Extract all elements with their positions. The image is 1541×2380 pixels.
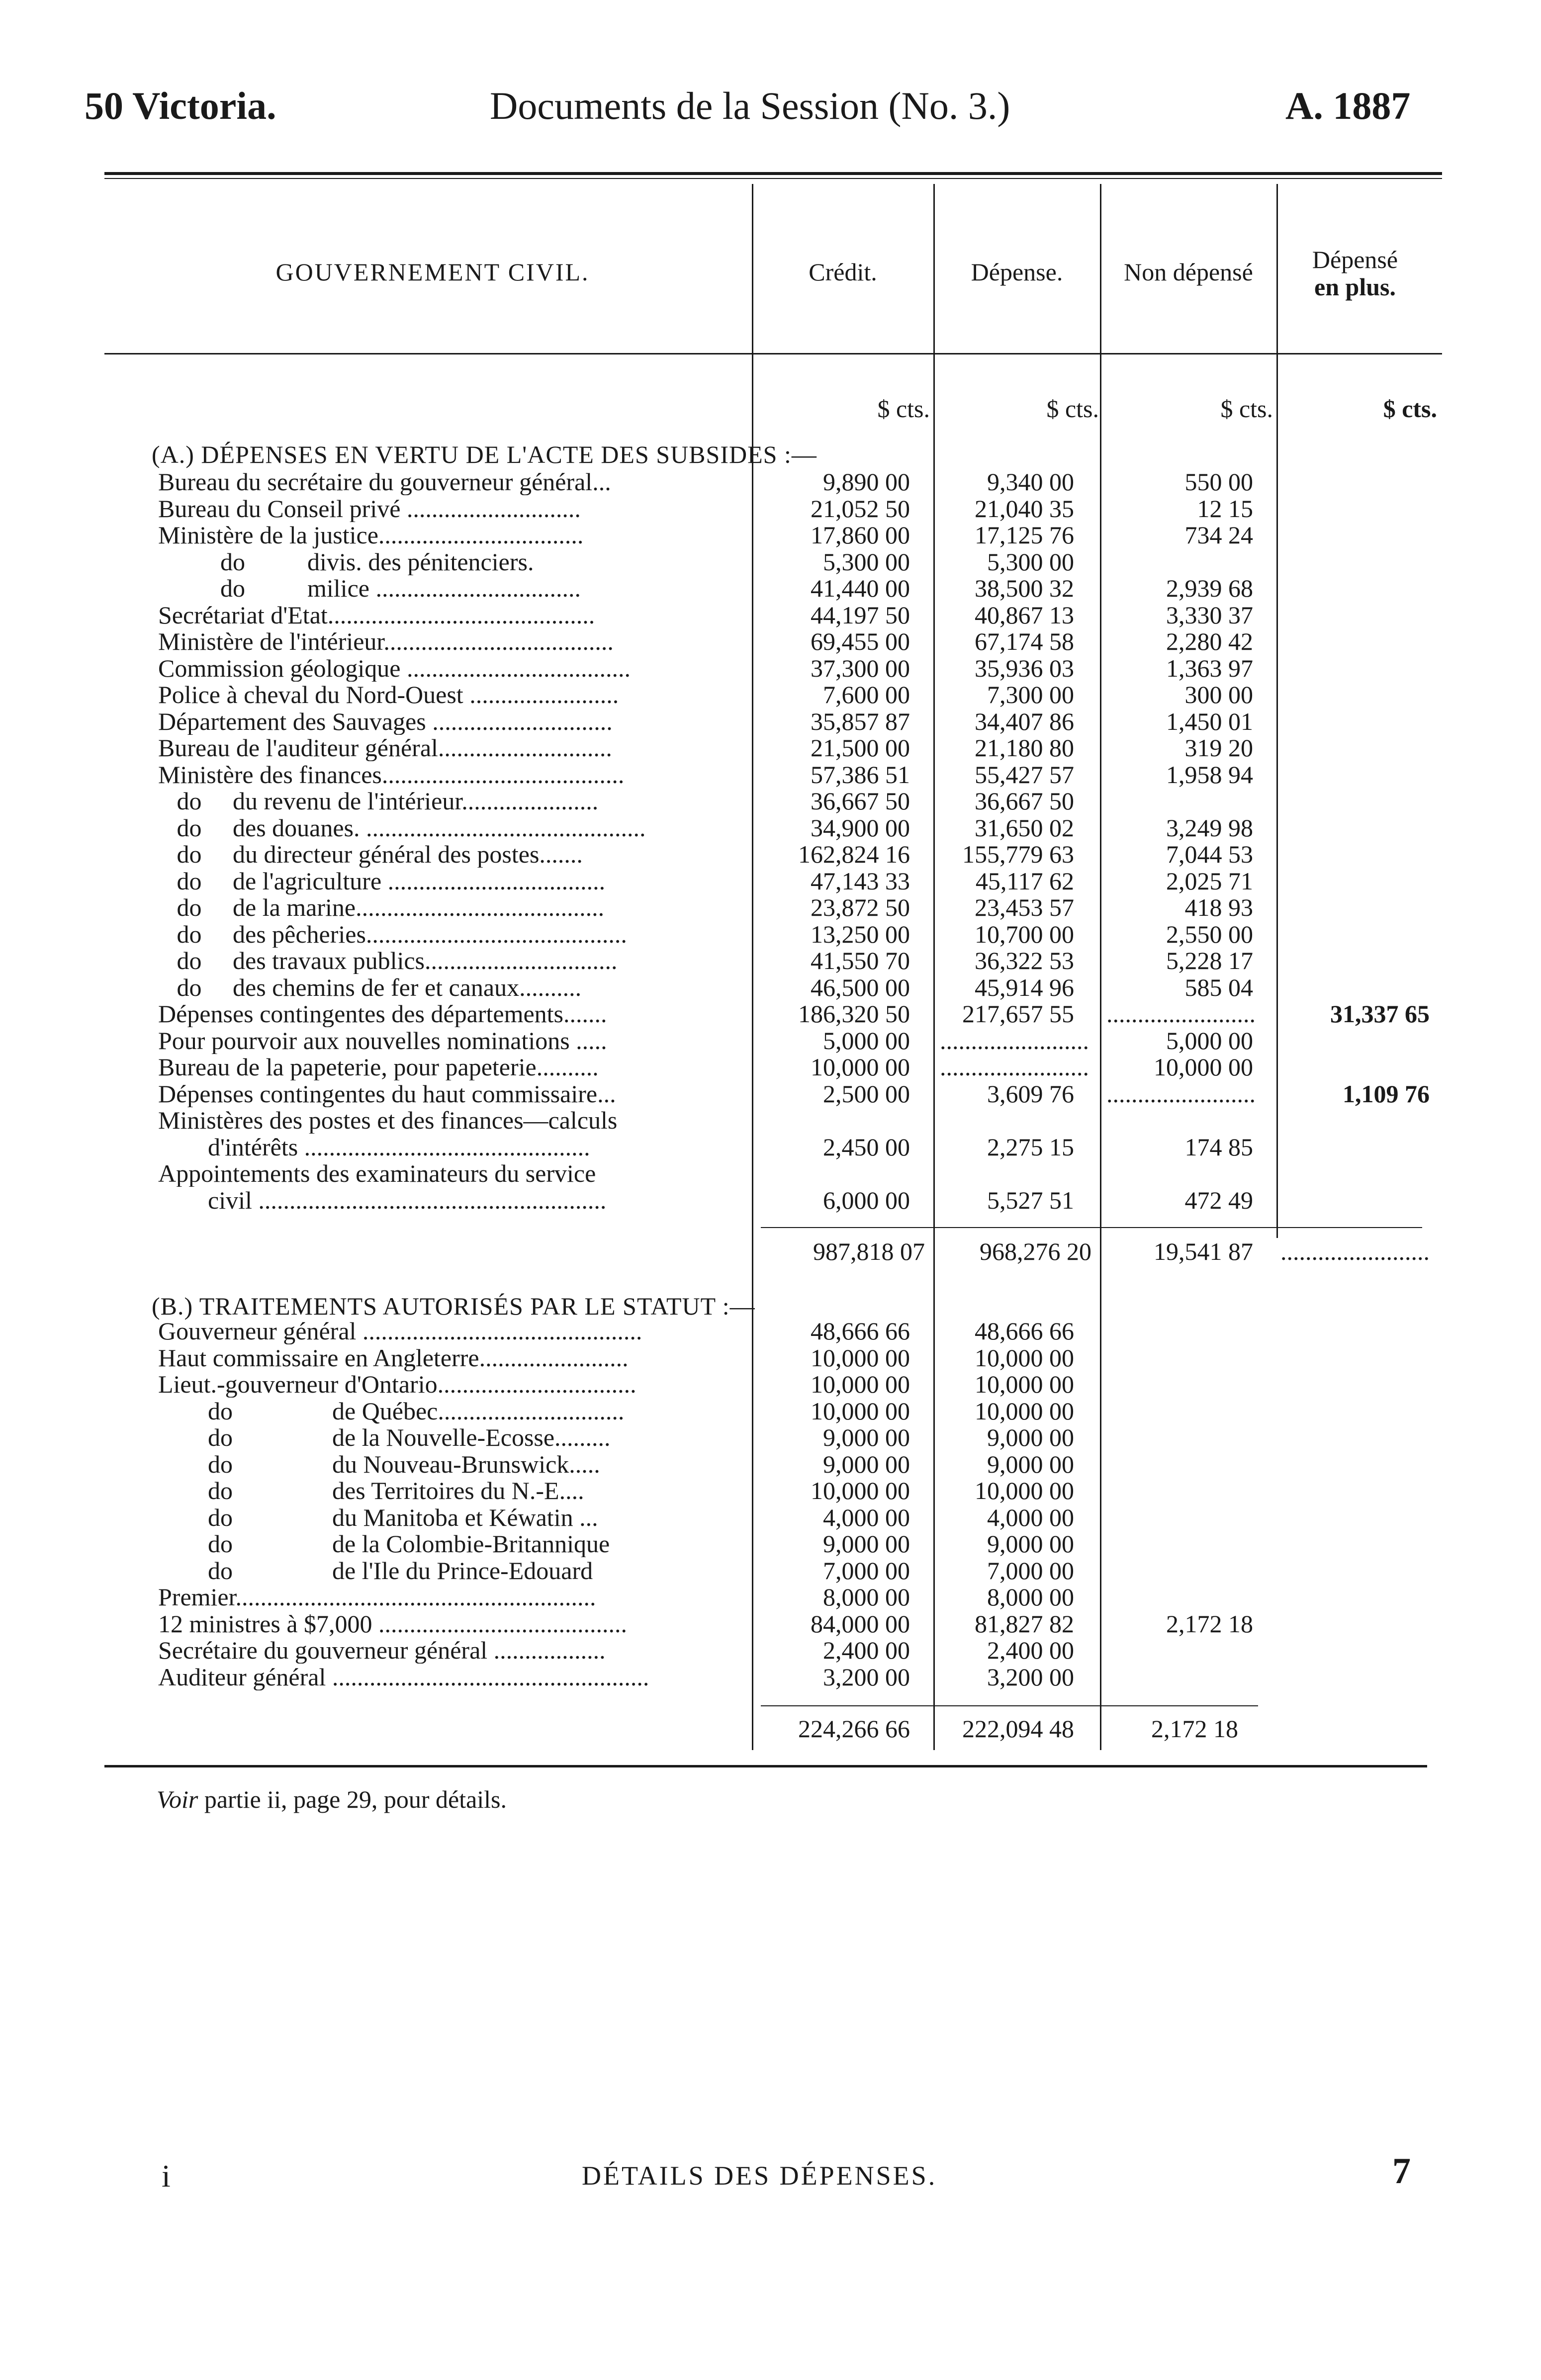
section-a-depense: 2,275 15 [987, 1133, 1074, 1161]
section-a-non-depense: 319 20 [1184, 734, 1253, 762]
section-a-desc: do des chemins de fer et canaux.......... [158, 973, 582, 1001]
section-a-desc: civil ........................................................ [158, 1186, 607, 1214]
section-a-depense: 155,779 63 [962, 840, 1074, 868]
section-a-depense: 31,650 02 [975, 813, 1074, 842]
section-b-row [0, 1371, 1541, 1398]
total-b-non-depense: 2,172 18 [1151, 1715, 1238, 1743]
section-b-depense: 7,000 00 [987, 1556, 1074, 1585]
section-b-credit: 8,000 00 [823, 1583, 910, 1611]
section-a-non-depense: ........................ [1106, 1000, 1256, 1028]
col-non-depense: Non dépensé [1124, 258, 1253, 286]
section-a-depense: 217,657 55 [962, 1000, 1074, 1028]
section-b-row [0, 1344, 1541, 1371]
section-a-depense: 5,527 51 [987, 1186, 1074, 1214]
section-a-non-depense: 300 00 [1184, 681, 1253, 708]
section-a-row [0, 921, 1541, 948]
section-a-row [0, 947, 1541, 974]
header-right: A. 1887 [1285, 84, 1411, 127]
total-a-plus: ........................ [1280, 1237, 1430, 1265]
section-b-depense: 9,000 00 [987, 1530, 1074, 1558]
section-a-row [0, 1160, 1541, 1187]
section-a-credit: 46,500 00 [811, 973, 910, 1001]
section-b-desc: do de l'Ile du Prince-Edouard [158, 1557, 593, 1584]
section-a-desc: Secrétariat d'Etat........................................... [158, 601, 595, 628]
section-a-desc: do du directeur général des postes....... [158, 841, 583, 868]
section-a-desc: do de l'agriculture ................................... [158, 867, 606, 894]
total-b-depense: 222,094 48 [962, 1715, 1074, 1743]
section-a-depense: 9,340 00 [987, 468, 1074, 496]
section-b-credit: 3,200 00 [823, 1663, 910, 1691]
section-a-credit: 2,500 00 [823, 1079, 910, 1108]
section-b-row [0, 1637, 1541, 1664]
section-b-desc: Gouverneur général ............................................. [158, 1318, 642, 1344]
section-a-row [0, 681, 1541, 708]
section-a-non-depense: 2,550 00 [1166, 920, 1253, 948]
section-a-row [0, 841, 1541, 868]
col-credit: Crédit. [809, 258, 877, 286]
section-a-desc: Ministère de la justice................................. [158, 522, 584, 548]
section-a-non-depense: 585 04 [1184, 973, 1253, 1001]
section-a-row [0, 894, 1541, 921]
section-a-credit: 69,455 00 [811, 627, 910, 655]
section-a-desc: Appointements des examinateurs du service [158, 1160, 596, 1187]
section-b-credit: 10,000 00 [811, 1477, 910, 1504]
section-a-desc: do divis. des pénitenciers. [158, 548, 534, 575]
total-a-credit: 987,818 07 [813, 1237, 925, 1265]
section-a-row [0, 575, 1541, 602]
units-credit: $ cts. [877, 395, 930, 423]
section-a-credit: 34,900 00 [811, 813, 910, 842]
section-a-depense: 5,300 00 [987, 547, 1074, 576]
section-a-non-depense: 472 49 [1184, 1186, 1253, 1214]
section-a-plus: 1,109 76 [1343, 1079, 1430, 1108]
section-a-desc: Département des Sauvages ............................. [158, 707, 613, 735]
section-b-depense: 3,200 00 [987, 1663, 1074, 1691]
section-a-desc: Dépenses contingentes des départements....... [158, 1000, 607, 1027]
section-a-non-depense: 2,025 71 [1166, 867, 1253, 895]
section-a-credit: 36,667 50 [811, 787, 910, 815]
section-a-desc: Ministère de l'intérieur..................................... [158, 628, 614, 655]
section-a-depense: 35,936 03 [975, 654, 1074, 682]
section-b-depense: 9,000 00 [987, 1450, 1074, 1478]
section-a-non-depense: ........................ [1106, 1079, 1256, 1108]
section-b-credit: 10,000 00 [811, 1370, 910, 1398]
section-a-non-depense: 3,330 37 [1166, 601, 1253, 629]
section-a-row [0, 974, 1541, 1001]
total-b-row [0, 1715, 1541, 1742]
section-a-depense: 38,500 32 [975, 574, 1074, 602]
footer-left: i [162, 2158, 171, 2194]
section-a-credit: 41,440 00 [811, 574, 910, 602]
section-b-depense: 10,000 00 [975, 1397, 1074, 1425]
section-a-non-depense: 2,280 42 [1166, 627, 1253, 655]
section-b-desc: do des Territoires du N.-E.... [158, 1477, 584, 1504]
section-b-depense: 2,400 00 [987, 1636, 1074, 1664]
section-b-non-depense: 2,172 18 [1166, 1609, 1253, 1638]
section-a-credit: 9,890 00 [823, 468, 910, 496]
section-a-credit: 6,000 00 [823, 1186, 910, 1214]
section-a-credit: 41,550 70 [811, 947, 910, 974]
section-a-non-depense: 10,000 00 [1154, 1053, 1253, 1081]
section-a-row [0, 734, 1541, 761]
section-a-non-depense: 418 93 [1184, 893, 1253, 921]
section-a-row [0, 708, 1541, 735]
section-a-credit: 21,052 50 [811, 494, 910, 523]
footer-right: 7 [1392, 2151, 1411, 2192]
section-a-desc: do des travaux publics............................... [158, 947, 618, 974]
section-b-credit: 7,000 00 [823, 1556, 910, 1585]
section-b-row [0, 1424, 1541, 1451]
section-b-credit: 9,000 00 [823, 1530, 910, 1558]
total-b-credit: 224,266 66 [798, 1715, 910, 1743]
header-rule [104, 353, 1442, 354]
section-a-depense: 40,867 13 [975, 601, 1074, 629]
section-b-desc: 12 ministres à $7,000 ........................................ [158, 1610, 628, 1637]
section-b-desc: Premier.......................................................... [158, 1584, 596, 1610]
section-b-depense: 4,000 00 [987, 1503, 1074, 1531]
top-rule-thick [104, 172, 1442, 175]
total-a-row [0, 1238, 1541, 1265]
section-b-depense: 9,000 00 [987, 1423, 1074, 1451]
section-a-desc: Police à cheval du Nord-Ouest ........................ [158, 681, 619, 708]
section-a-row [0, 1054, 1541, 1080]
section-a-depense: 55,427 57 [975, 760, 1074, 789]
header-center: Documents de la Session (No. 3.) [490, 84, 1010, 127]
section-b-row [0, 1451, 1541, 1478]
section-a-credit: 23,872 50 [811, 893, 910, 921]
section-a-non-depense: 7,044 53 [1166, 840, 1253, 868]
section-a-row [0, 1134, 1541, 1160]
section-b-depense: 8,000 00 [987, 1583, 1074, 1611]
section-b-depense: 10,000 00 [975, 1343, 1074, 1372]
section-a-desc: do du revenu de l'intérieur...................... [158, 788, 599, 814]
section-a-depense: 36,667 50 [975, 787, 1074, 815]
section-a-depense: 17,125 76 [975, 521, 1074, 549]
section-a-row [0, 788, 1541, 814]
top-rule-thin [104, 178, 1442, 179]
section-a-desc: Bureau de la papeterie, pour papeterie.......... [158, 1054, 599, 1080]
col-plus-line1: Dépensé [1312, 246, 1398, 273]
section-b-credit: 4,000 00 [823, 1503, 910, 1531]
section-b-row [0, 1318, 1541, 1344]
section-a-non-depense: 550 00 [1184, 468, 1253, 496]
section-a-title: (A.) DÉPENSES EN VERTU DE L'ACTE DES SUBSIDES :— [152, 441, 817, 468]
total-a-rule [761, 1227, 1422, 1228]
section-a-plus: 31,337 65 [1330, 1000, 1430, 1028]
section-a-desc: Bureau de l'auditeur général............................ [158, 734, 612, 761]
section-a-non-depense: 174 85 [1184, 1133, 1253, 1161]
section-a-row [0, 1000, 1541, 1027]
units-depense: $ cts. [1046, 395, 1099, 423]
section-b-depense: 10,000 00 [975, 1370, 1074, 1398]
section-a-row [0, 468, 1541, 495]
section-a-desc: Pour pourvoir aux nouvelles nominations ..... [158, 1027, 607, 1054]
section-a-row [0, 814, 1541, 841]
section-b-credit: 84,000 00 [811, 1609, 910, 1638]
section-b-credit: 10,000 00 [811, 1397, 910, 1425]
section-a-credit: 47,143 33 [811, 867, 910, 895]
section-a-depense: 67,174 58 [975, 627, 1074, 655]
section-a-credit: 44,197 50 [811, 601, 910, 629]
section-a-row [0, 548, 1541, 575]
section-a-depense: 45,117 62 [975, 867, 1074, 895]
footnote-text: Voir partie ii, page 29, pour détails. [157, 1785, 507, 1813]
section-a-depense: 36,322 53 [975, 947, 1074, 974]
section-b-desc: do de Québec.............................. [158, 1397, 625, 1424]
section-a-depense: ........................ [940, 1026, 1089, 1055]
section-b-desc: do de la Colombie-Britannique [158, 1530, 610, 1557]
total-b-rule [761, 1705, 1258, 1706]
section-a-desc: do des pêcheries.......................................... [158, 920, 627, 948]
section-a-credit: 21,500 00 [811, 734, 910, 762]
total-a-depense: 968,276 20 [980, 1237, 1091, 1265]
section-a-row [0, 655, 1541, 682]
section-a-row [0, 1027, 1541, 1054]
section-a-depense: 23,453 57 [975, 893, 1074, 921]
section-a-depense: 21,180 80 [975, 734, 1074, 762]
section-a-non-depense: 734 24 [1184, 521, 1253, 549]
section-a-non-depense: 5,228 17 [1166, 947, 1253, 974]
col-plus [1278, 246, 1432, 301]
section-b-row [0, 1664, 1541, 1690]
section-b-credit: 48,666 66 [811, 1317, 910, 1345]
section-b-title: (B.) TRAITEMENTS AUTORISÉS PAR LE STATUT :— [152, 1292, 755, 1320]
section-a-row [0, 495, 1541, 522]
section-a-desc: Commission géologique .................................... [158, 654, 631, 682]
section-b-desc: do de la Nouvelle-Ecosse......... [158, 1424, 611, 1451]
section-a-desc: do des douanes. ............................................. [158, 814, 646, 841]
col-plus-line2: en plus. [1314, 273, 1396, 301]
section-a-non-depense: 1,450 01 [1166, 707, 1253, 735]
section-a-row [0, 868, 1541, 894]
bottom-rule [104, 1765, 1427, 1767]
section-a-desc: Ministères des postes et des finances—calculs [158, 1107, 618, 1134]
section-b-desc: Auditeur général ................................................... [158, 1663, 649, 1690]
section-b-desc: do du Nouveau-Brunswick..... [158, 1450, 600, 1478]
footnote [157, 1785, 507, 1814]
section-a-row [0, 1080, 1541, 1107]
section-a-depense: 21,040 35 [975, 494, 1074, 523]
footer-center: DÉTAILS DES DÉPENSES. [582, 2161, 937, 2191]
section-b-desc: Haut commissaire en Angleterre........................ [158, 1344, 629, 1371]
section-b-depense: 48,666 66 [975, 1317, 1074, 1345]
section-a-non-depense: 1,958 94 [1166, 760, 1253, 789]
total-a-non-depense: 19,541 87 [1154, 1237, 1253, 1265]
section-a-depense: 45,914 96 [975, 973, 1074, 1001]
col-depense: Dépense. [971, 258, 1063, 286]
section-b-depense: 81,827 82 [975, 1609, 1074, 1638]
section-a-credit: 5,000 00 [823, 1026, 910, 1055]
section-a-credit: 2,450 00 [823, 1133, 910, 1161]
header-left: 50 Victoria. [85, 84, 276, 127]
section-a-desc: do de la marine........................................ [158, 894, 605, 921]
section-a-row [0, 761, 1541, 788]
section-a-row [0, 1187, 1541, 1214]
section-a-desc: do milice ................................. [158, 575, 581, 602]
section-b-desc: do du Manitoba et Kéwatin ... [158, 1503, 598, 1531]
section-b-row [0, 1398, 1541, 1424]
section-a-non-depense: 5,000 00 [1166, 1026, 1253, 1055]
section-a-credit: 17,860 00 [811, 521, 910, 549]
section-a-non-depense: 1,363 97 [1166, 654, 1253, 682]
section-b-credit: 9,000 00 [823, 1423, 910, 1451]
section-b-credit: 9,000 00 [823, 1450, 910, 1478]
section-a-desc: Ministère des finances....................................... [158, 761, 625, 788]
section-a-desc: Dépenses contingentes du haut commissaire... [158, 1080, 616, 1107]
section-a-desc: Bureau du secrétaire du gouverneur général... [158, 468, 611, 495]
section-b-depense: 10,000 00 [975, 1477, 1074, 1504]
section-a-non-depense: 3,249 98 [1166, 813, 1253, 842]
section-a-row [0, 522, 1541, 548]
section-b-row [0, 1530, 1541, 1557]
col-title: GOUVERNEMENT CIVIL. [275, 258, 590, 286]
section-a-credit: 10,000 00 [811, 1053, 910, 1081]
section-a-credit: 13,250 00 [811, 920, 910, 948]
section-a-credit: 57,386 51 [811, 760, 910, 789]
section-a-row [0, 628, 1541, 655]
section-a-depense: 3,609 76 [987, 1079, 1074, 1108]
section-a-non-depense: 2,939 68 [1166, 574, 1253, 602]
section-b-row [0, 1557, 1541, 1584]
section-b-desc: Lieut.-gouverneur d'Ontario................................ [158, 1371, 636, 1398]
section-a-non-depense: 12 15 [1197, 494, 1253, 523]
section-a-credit: 37,300 00 [811, 654, 910, 682]
section-b-row [0, 1610, 1541, 1637]
section-b-credit: 2,400 00 [823, 1636, 910, 1664]
section-a-desc: d'intérêts .............................................. [158, 1133, 590, 1160]
section-b-credit: 10,000 00 [811, 1343, 910, 1372]
units-non-depense: $ cts. [1220, 395, 1273, 423]
section-a-depense: ........................ [940, 1053, 1089, 1081]
section-a-credit: 35,857 87 [811, 707, 910, 735]
section-a-row [0, 1107, 1541, 1134]
section-a-depense: 34,407 86 [975, 707, 1074, 735]
section-a-desc: Bureau du Conseil privé ............................ [158, 495, 581, 522]
section-a-row [0, 602, 1541, 628]
section-a-credit: 186,320 50 [798, 1000, 910, 1028]
section-b-row [0, 1477, 1541, 1504]
section-a-credit: 5,300 00 [823, 547, 910, 576]
section-a-depense: 7,300 00 [987, 681, 1074, 708]
units-plus: $ cts. [1383, 395, 1437, 423]
section-a-depense: 10,700 00 [975, 920, 1074, 948]
section-a-credit: 162,824 16 [798, 840, 910, 868]
section-b-desc: Secrétaire du gouverneur général .................. [158, 1637, 606, 1664]
section-b-row [0, 1504, 1541, 1531]
section-a-credit: 7,600 00 [823, 681, 910, 708]
section-b-row [0, 1584, 1541, 1610]
